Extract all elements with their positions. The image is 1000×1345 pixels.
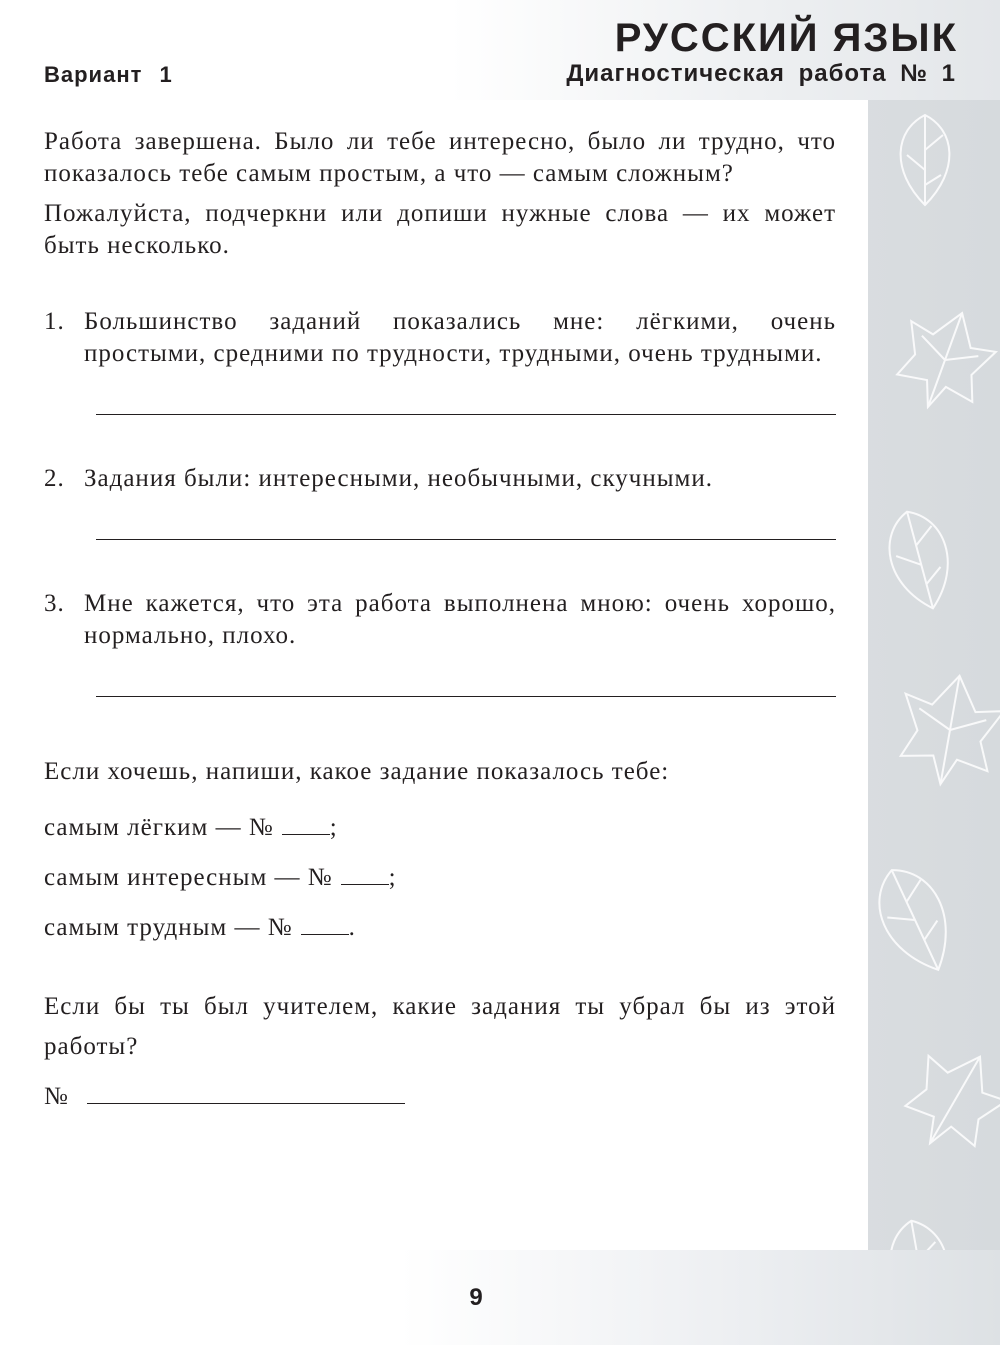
question-text[interactable]: Мне кажется, что эта работа выполнена мною: очень хорошо, нормально, плохо. <box>84 590 836 649</box>
leaf-icon <box>880 504 960 615</box>
interesting-task-row <box>44 853 836 903</box>
work-title: Диагностическая работа № 1 <box>566 60 956 87</box>
removed-tasks-row <box>44 1075 836 1119</box>
variant-label: Вариант 1 <box>44 62 173 87</box>
question-number: 1. <box>44 308 65 335</box>
easiest-label: самым лёгким — № <box>44 814 274 841</box>
leaf-pattern-decoration <box>850 90 1000 1345</box>
leaf-icon <box>891 1034 1000 1166</box>
leaf-icon <box>865 857 966 982</box>
page-number: 9 <box>469 1284 483 1311</box>
question-1 <box>44 306 836 370</box>
worksheet-content <box>44 126 836 1119</box>
question-2 <box>44 463 836 495</box>
leaf-icon <box>886 298 1000 423</box>
subject-title: РУССКИЙ ЯЗЫК <box>614 16 958 60</box>
punctuation: ; <box>388 864 397 891</box>
punctuation: . <box>348 914 356 941</box>
intro-paragraph: Работа завершена. Было ли тебе интересно, было ли трудно, что показалось тебе самым простым, а что — самым сложным? <box>44 128 836 187</box>
interesting-label: самым интересным — № <box>44 864 333 891</box>
interesting-task-field[interactable] <box>341 864 389 885</box>
easiest-task-row <box>44 803 836 853</box>
leaf-icon <box>891 667 1000 793</box>
leaf-icon <box>901 115 950 205</box>
removed-tasks-field[interactable] <box>87 1081 405 1104</box>
number-sign: № <box>44 1083 69 1110</box>
instruction-paragraph: Пожалуйста, подчеркни или допиши нужные слова — их может быть несколько. <box>44 200 836 259</box>
question-text[interactable]: Большинство заданий показались мне: лёгкими, очень простыми, средними по трудности, трудными, очень трудными. <box>84 308 836 367</box>
hardest-task-row <box>44 903 836 953</box>
question-3 <box>44 588 836 652</box>
question-number: 3. <box>44 590 65 617</box>
question-number: 2. <box>44 465 65 492</box>
optional-intro: Если хочешь, напиши, какое задание показалось тебе: <box>44 758 670 785</box>
hardest-task-field[interactable] <box>301 914 349 935</box>
teacher-question: Если бы ты был учителем, какие задания ты убрал бы из этой работы? <box>44 993 836 1060</box>
easiest-task-field[interactable] <box>282 814 330 835</box>
punctuation: ; <box>329 814 338 841</box>
hardest-label: самым трудным — № <box>44 914 293 941</box>
question-text[interactable]: Задания были: интересными, необычными, скучными. <box>84 465 714 492</box>
